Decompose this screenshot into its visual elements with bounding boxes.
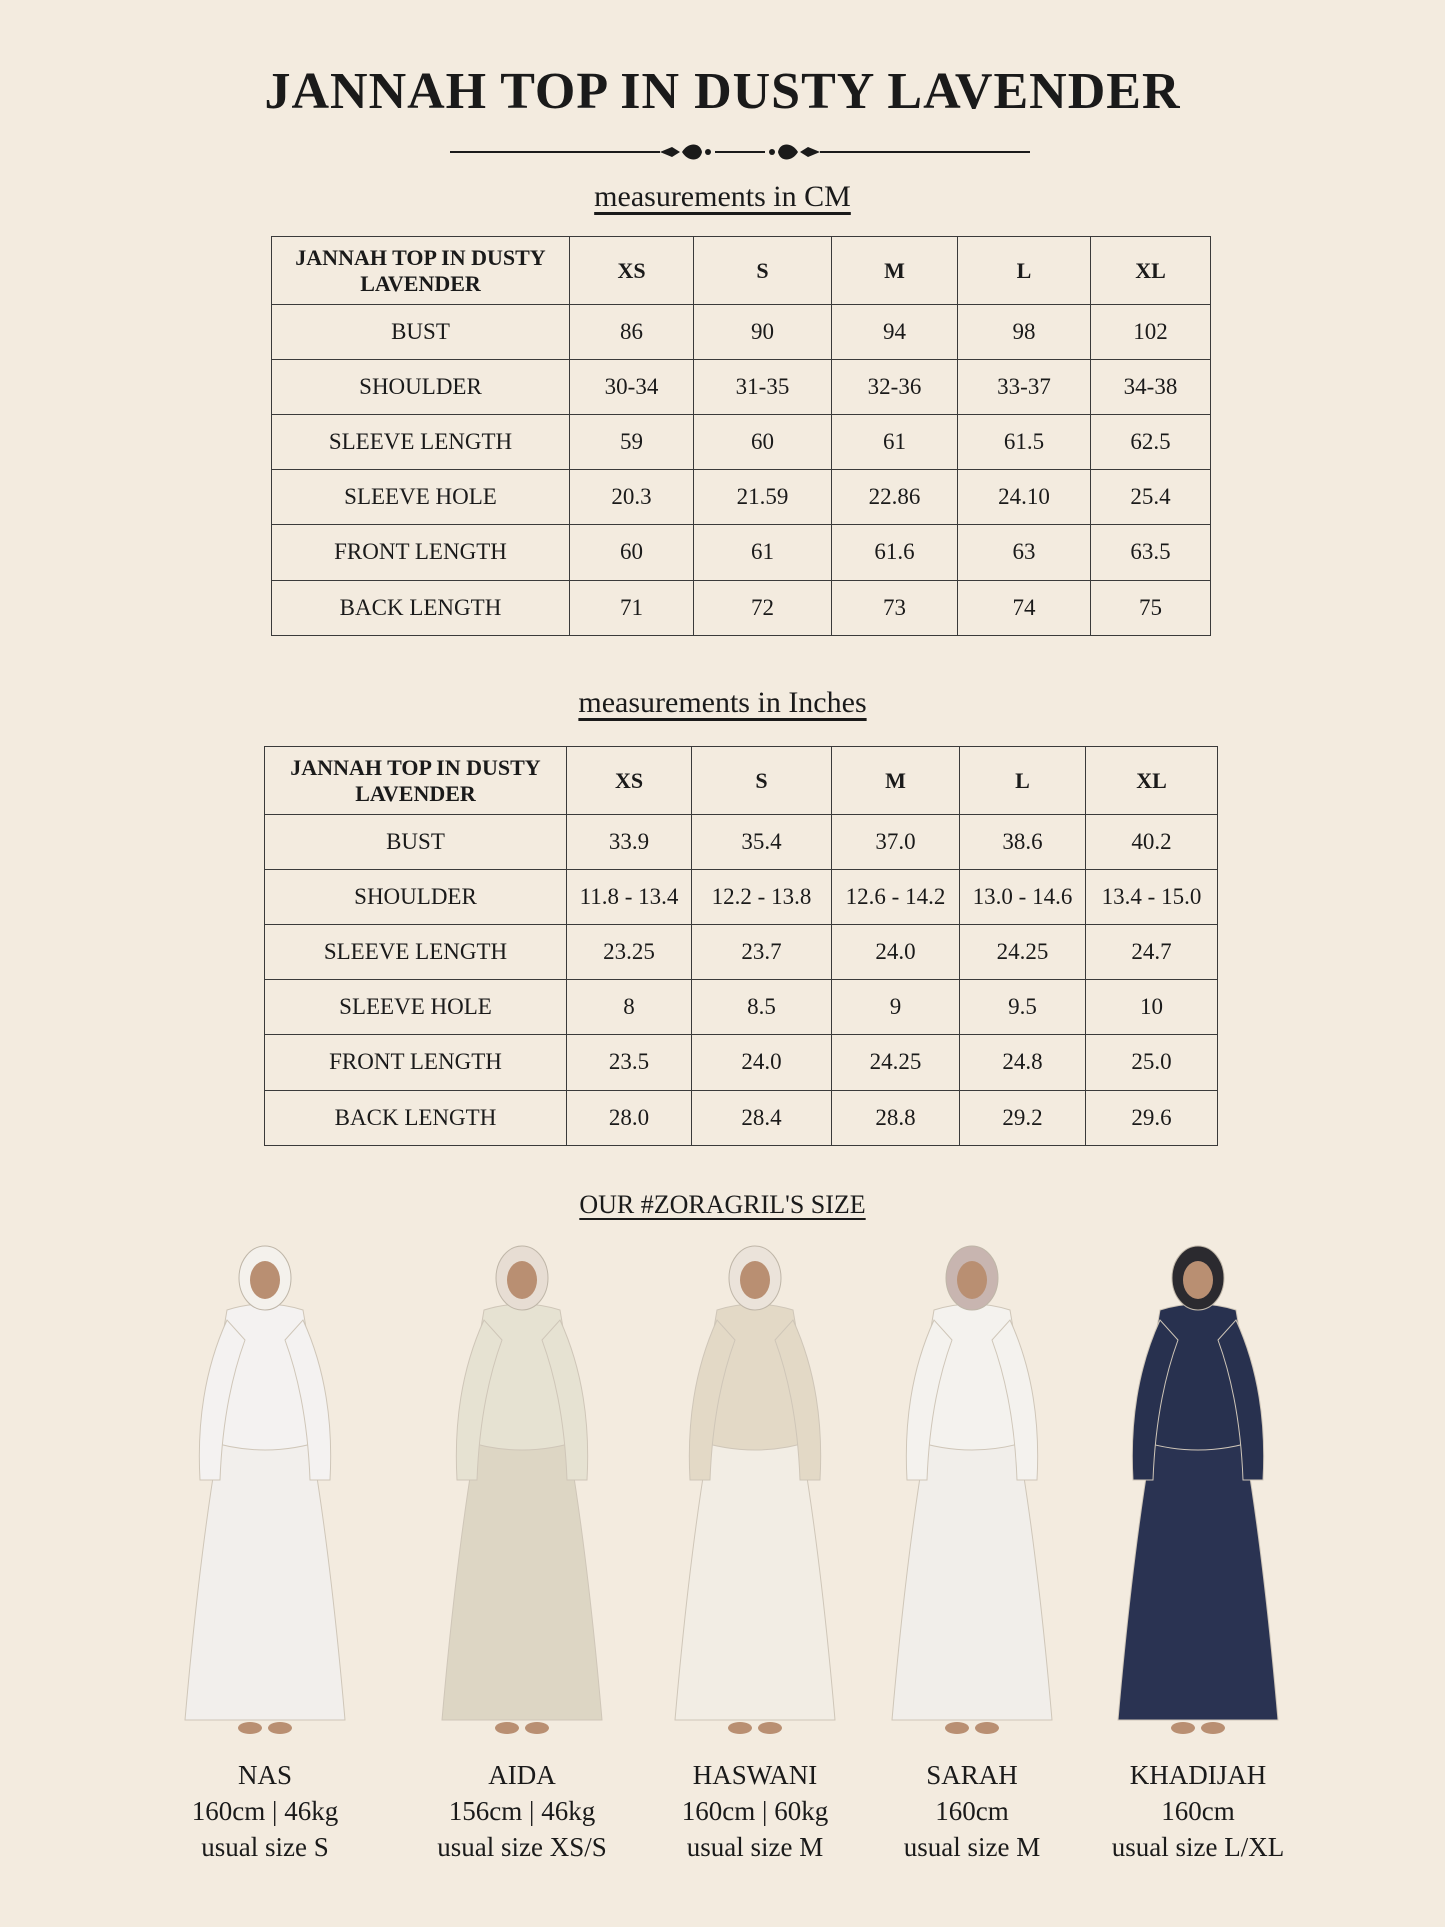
table-cell: 25.4 [1091, 470, 1211, 525]
table-cell: 13.0 - 14.6 [960, 870, 1086, 925]
table-cell: 24.0 [832, 925, 960, 980]
model-photo-khadijah [1098, 1240, 1298, 1752]
table-cell: 23.25 [567, 925, 692, 980]
table-cell: 32-36 [832, 360, 958, 415]
table-cell: 24.0 [692, 1035, 832, 1091]
model-name: HASWANI [692, 1760, 818, 1790]
table-cell: 24.10 [958, 470, 1091, 525]
table-cell: 94 [832, 305, 958, 360]
table-cell: 9 [832, 980, 960, 1035]
table-cell: 38.6 [960, 815, 1086, 870]
table-cell: 22.86 [832, 470, 958, 525]
table-header-row [272, 237, 1211, 305]
row-label: BACK LENGTH [272, 581, 570, 636]
table-cell: 33-37 [958, 360, 1091, 415]
row-label: BACK LENGTH [265, 1091, 567, 1146]
size-header-xs: XS [567, 747, 692, 815]
table-cell: 33.9 [567, 815, 692, 870]
table-cell: 74 [958, 581, 1091, 636]
table-cell: 61.6 [832, 525, 958, 581]
table-row [272, 525, 1211, 581]
size-header-s: S [692, 747, 832, 815]
face [507, 1261, 537, 1299]
table-cell: 102 [1091, 305, 1211, 360]
model-usual-size: usual size S [201, 1832, 329, 1862]
model-photo-haswani [655, 1240, 855, 1752]
table-cell: 61 [832, 415, 958, 470]
ornament-divider [450, 138, 1030, 168]
inches-heading: measurements in Inches [578, 686, 867, 719]
left-foot [238, 1722, 262, 1734]
table-cell: 35.4 [692, 815, 832, 870]
page-title: JANNAH TOP IN DUSTY LAVENDER [264, 63, 1181, 120]
model-stats: 160cm [935, 1796, 1009, 1826]
right-foot [525, 1722, 549, 1734]
model-card-haswani [655, 1240, 855, 1865]
row-label: SLEEVE LENGTH [265, 925, 567, 980]
model-usual-size: usual size M [903, 1832, 1041, 1862]
table-cell: 98 [958, 305, 1091, 360]
table-cell: 20.3 [570, 470, 694, 525]
table-corner-label: JANNAH TOP IN DUSTY LAVENDER [265, 747, 567, 815]
table-cell: 29.2 [960, 1091, 1086, 1146]
face [1183, 1261, 1213, 1299]
table-row [265, 815, 1218, 870]
model-card-nas [165, 1240, 365, 1865]
model-card-aida [422, 1240, 622, 1865]
table-cell: 12.2 - 13.8 [692, 870, 832, 925]
table-cell: 28.4 [692, 1091, 832, 1146]
model-photo-aida [422, 1240, 622, 1752]
row-label: SLEEVE HOLE [265, 980, 567, 1035]
left-foot [728, 1722, 752, 1734]
table-cell: 25.0 [1086, 1035, 1218, 1091]
table-cell: 60 [570, 525, 694, 581]
table-cell: 21.59 [694, 470, 832, 525]
table-row [272, 581, 1211, 636]
model-stats: 160cm [1161, 1796, 1235, 1826]
table-cell: 8 [567, 980, 692, 1035]
table-row [272, 470, 1211, 525]
table-cell: 61.5 [958, 415, 1091, 470]
table-cell: 75 [1091, 581, 1211, 636]
table-cell: 72 [694, 581, 832, 636]
row-label: BUST [272, 305, 570, 360]
table-cell: 23.5 [567, 1035, 692, 1091]
face [957, 1261, 987, 1299]
model-stats: 160cm | 46kg [191, 1796, 339, 1826]
right-foot [1201, 1722, 1225, 1734]
model-stats: 160cm | 60kg [681, 1796, 829, 1826]
face [740, 1261, 770, 1299]
row-label: SLEEVE LENGTH [272, 415, 570, 470]
left-foot [1171, 1722, 1195, 1734]
model-usual-size: usual size L/XL [1111, 1832, 1285, 1862]
table-cell: 60 [694, 415, 832, 470]
row-label: SHOULDER [272, 360, 570, 415]
table-cell: 24.25 [832, 1035, 960, 1091]
table-cell: 34-38 [1091, 360, 1211, 415]
table-header-row [265, 747, 1218, 815]
size-header-m: M [832, 747, 960, 815]
face [250, 1261, 280, 1299]
model-card-khadijah [1088, 1240, 1308, 1865]
table-cell: 10 [1086, 980, 1218, 1035]
model-name: NAS [237, 1760, 292, 1790]
table-cell: 23.7 [692, 925, 832, 980]
table-cell: 11.8 - 13.4 [567, 870, 692, 925]
table-row [265, 870, 1218, 925]
table-cell: 90 [694, 305, 832, 360]
models-heading: OUR #ZORAGRIL'S SIZE [579, 1190, 866, 1219]
table-cell: 28.8 [832, 1091, 960, 1146]
table-cell: 86 [570, 305, 694, 360]
table-row [272, 415, 1211, 470]
size-header-xl: XL [1091, 237, 1211, 305]
row-label: FRONT LENGTH [272, 525, 570, 581]
table-cell: 73 [832, 581, 958, 636]
inches-size-table [264, 746, 1218, 1146]
table-cell: 8.5 [692, 980, 832, 1035]
table-row [265, 980, 1218, 1035]
table-cell: 24.8 [960, 1035, 1086, 1091]
table-cell: 63 [958, 525, 1091, 581]
table-cell: 28.0 [567, 1091, 692, 1146]
table-cell: 30-34 [570, 360, 694, 415]
table-row [265, 1035, 1218, 1091]
table-row [265, 925, 1218, 980]
row-label: BUST [265, 815, 567, 870]
model-name: SARAH [926, 1760, 1018, 1790]
model-stats: 156cm | 46kg [448, 1796, 596, 1826]
table-cell: 13.4 - 15.0 [1086, 870, 1218, 925]
table-cell: 71 [570, 581, 694, 636]
table-cell: 37.0 [832, 815, 960, 870]
left-foot [945, 1722, 969, 1734]
model-name: KHADIJAH [1129, 1760, 1267, 1790]
table-row [272, 305, 1211, 360]
table-cell: 40.2 [1086, 815, 1218, 870]
size-header-s: S [694, 237, 832, 305]
table-cell: 24.7 [1086, 925, 1218, 980]
left-foot [495, 1722, 519, 1734]
model-card-sarah [872, 1240, 1072, 1865]
table-cell: 12.6 - 14.2 [832, 870, 960, 925]
size-header-l: L [958, 237, 1091, 305]
model-photo-nas [165, 1240, 365, 1752]
table-row [272, 360, 1211, 415]
right-foot [758, 1722, 782, 1734]
cm-size-table [271, 236, 1211, 636]
model-usual-size: usual size XS/S [437, 1832, 607, 1862]
model-usual-size: usual size M [686, 1832, 824, 1862]
table-cell: 29.6 [1086, 1091, 1218, 1146]
table-cell: 9.5 [960, 980, 1086, 1035]
table-cell: 24.25 [960, 925, 1086, 980]
table-cell: 61 [694, 525, 832, 581]
size-header-xs: XS [570, 237, 694, 305]
table-cell: 62.5 [1091, 415, 1211, 470]
table-corner-label: JANNAH TOP IN DUSTY LAVENDER [272, 237, 570, 305]
size-header-l: L [960, 747, 1086, 815]
table-row [265, 1091, 1218, 1146]
row-label: SLEEVE HOLE [272, 470, 570, 525]
size-header-m: M [832, 237, 958, 305]
right-foot [268, 1722, 292, 1734]
model-photo-sarah [872, 1240, 1072, 1752]
row-label: SHOULDER [265, 870, 567, 925]
size-header-xl: XL [1086, 747, 1218, 815]
table-cell: 31-35 [694, 360, 832, 415]
table-cell: 63.5 [1091, 525, 1211, 581]
cm-heading: measurements in CM [594, 180, 851, 213]
right-foot [975, 1722, 999, 1734]
model-name: AIDA [488, 1760, 556, 1790]
row-label: FRONT LENGTH [265, 1035, 567, 1091]
table-cell: 59 [570, 415, 694, 470]
